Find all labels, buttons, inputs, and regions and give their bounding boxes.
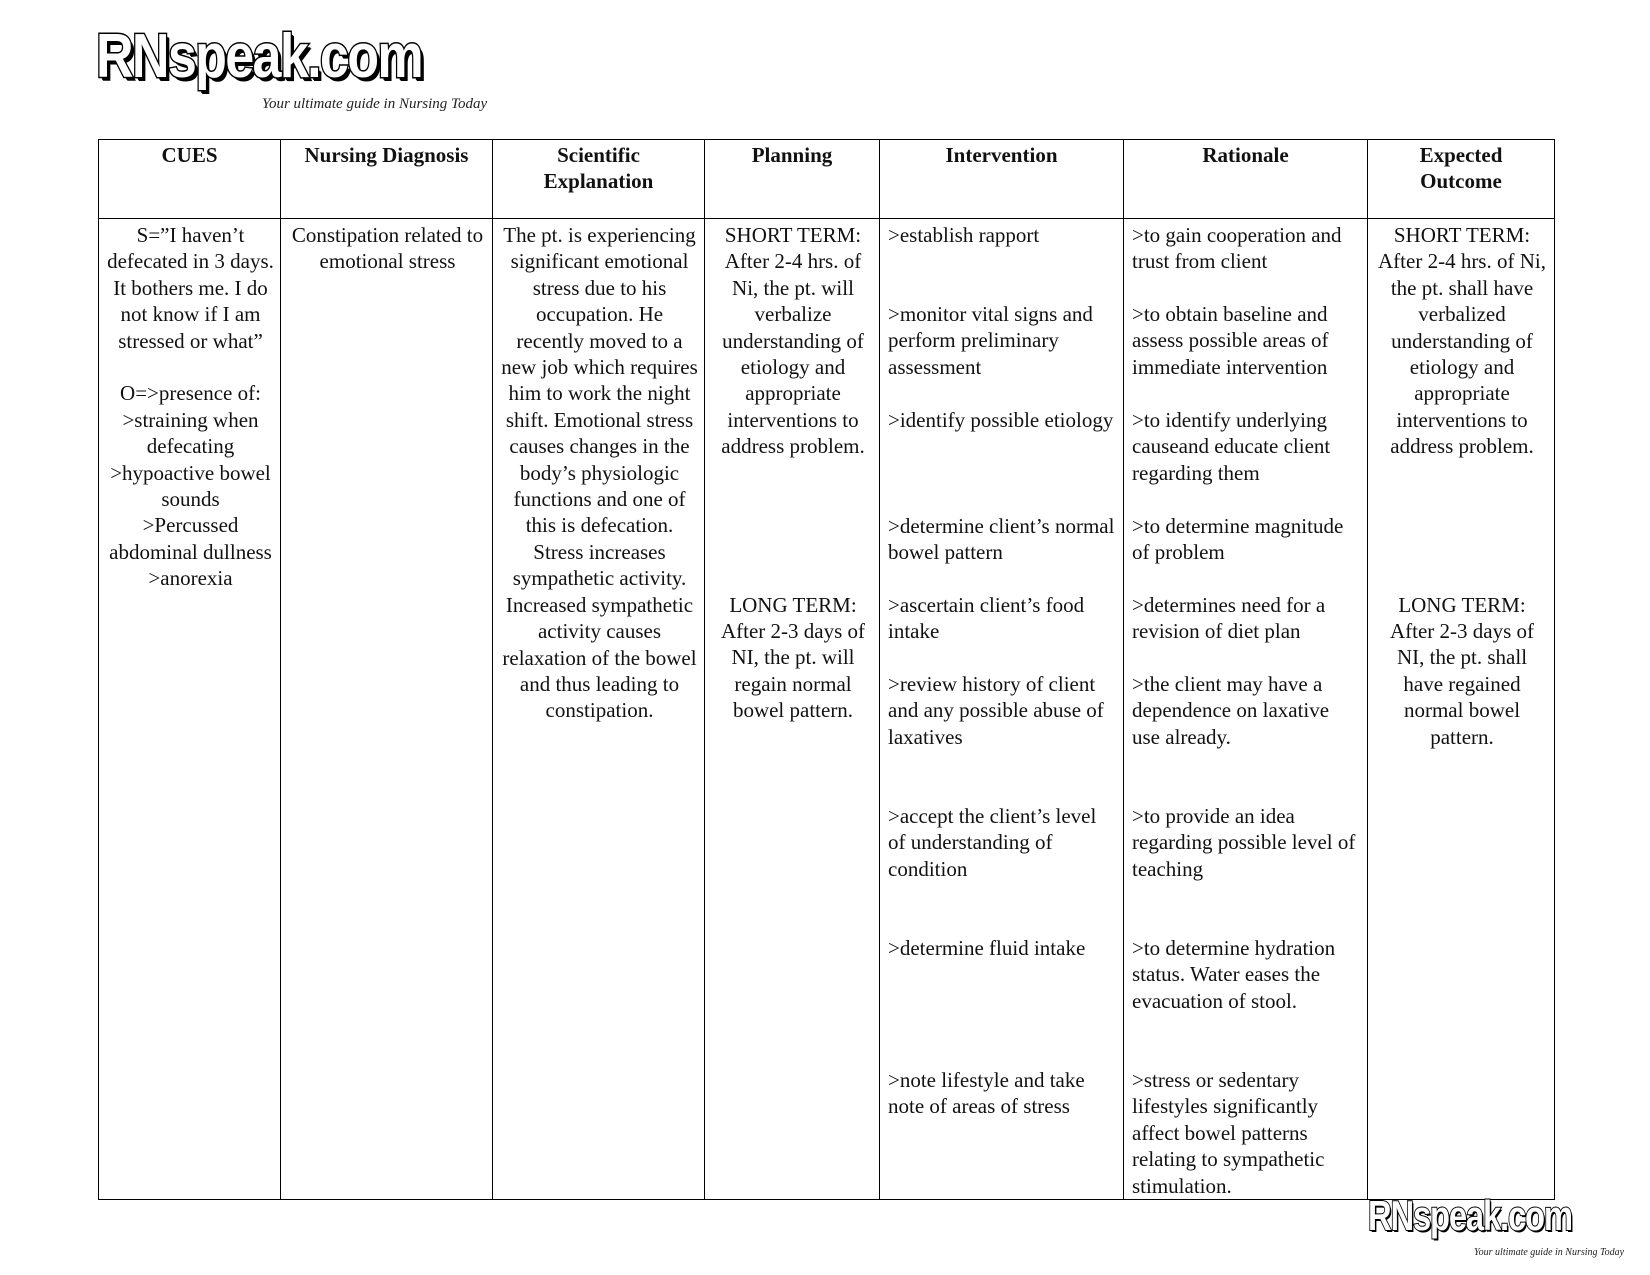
rationale-item: >to identify underlying causeand educate client regarding them xyxy=(1132,408,1331,485)
intervention-cell xyxy=(880,219,1124,1200)
header-rationale: Rationale xyxy=(1124,140,1368,219)
intervention-item: >identify possible etiology xyxy=(888,408,1114,432)
footer-logo xyxy=(1368,1192,1629,1258)
rationale-item: >to determine hydration status. Water eases the evacuation of stool. xyxy=(1132,936,1336,1013)
header-expected-outcome: Expected Outcome xyxy=(1368,140,1555,219)
header-cues: CUES xyxy=(99,140,281,219)
header-nursing-diagnosis: Nursing Diagnosis xyxy=(281,140,493,219)
planning-short-term: SHORT TERM: After 2-4 hrs. of Ni, the pt. will verbalize understanding of etiology and appropriate interventions to address problem. xyxy=(721,223,865,459)
logo-brand-text: RNspeak.com xyxy=(96,22,422,91)
table-header-row xyxy=(99,140,1555,219)
intervention-item: >determine fluid intake xyxy=(888,936,1086,960)
header-scientific-explanation: Scientific Explanation xyxy=(493,140,705,219)
intervention-item: >note lifestyle and take note of areas of stress xyxy=(888,1068,1085,1119)
rationale-item: >determines need for a revision of diet plan xyxy=(1132,593,1326,644)
planning-long-term: LONG TERM: After 2-3 days of NI, the pt. will regain normal bowel pattern. xyxy=(720,592,866,723)
nursing-diagnosis: Constipation related to emotional stress xyxy=(291,223,484,274)
scientific-explanation-cell xyxy=(493,219,705,1200)
table-row xyxy=(99,219,1555,1200)
subjective-cue: S=”I haven’t defecated in 3 days. It bothers me. I do not know if I am stressed or what” xyxy=(107,223,274,353)
outcome-short-term: SHORT TERM: After 2-4 hrs. of Ni, the pt. shall have verbalized understanding of etiology and appropriate interventions to address problem. xyxy=(1378,223,1546,459)
rationale-item: >the client may have a dependence on laxative use already. xyxy=(1132,672,1330,749)
nursing-diagnosis-cell xyxy=(281,219,493,1200)
intervention-item: >ascertain client’s food intake xyxy=(888,593,1085,644)
objective-cues: O=>presence of: >straining when defecating >hypoactive bowel sounds >Percussed abdominal dullness >anorexia xyxy=(109,381,272,591)
intervention-item: >review history of client and any possible abuse of laxatives xyxy=(888,672,1104,749)
intervention-item: >accept the client’s level of understanding of condition xyxy=(888,804,1097,881)
rationale-item: >to gain cooperation and trust from client xyxy=(1132,223,1342,274)
intervention-item: >determine client’s normal bowel pattern xyxy=(888,514,1115,565)
header-logo xyxy=(96,22,488,112)
intervention-item: >monitor vital signs and perform preliminary assessment xyxy=(888,302,1093,379)
rationale-cell xyxy=(1124,219,1368,1200)
outcome-long-term: LONG TERM: After 2-3 days of NI, the pt. shall have regained normal bowel pattern. xyxy=(1389,592,1535,749)
header-planning: Planning xyxy=(705,140,880,219)
footer-logo-tagline: Your ultimate guide in Nursing Today xyxy=(1474,1247,1625,1258)
cues-cell xyxy=(99,219,281,1200)
logo-tagline: Your ultimate guide in Nursing Today xyxy=(262,96,488,112)
expected-outcome-cell xyxy=(1368,219,1555,1200)
scientific-explanation: The pt. is experiencing significant emotional stress due to his occupation. He recently moved to a new job which requires him to work the night shift. Emotional stress causes changes in the body’s physiologic functions and one of this is defecation. Stress increases sympathetic activity. Increased sympathetic activity causes relaxation of the bowel and thus leading to constipation. xyxy=(501,223,698,723)
nursing-care-plan-table xyxy=(98,139,1555,1200)
rationale-item: >to provide an idea regarding possible level of teaching xyxy=(1132,804,1356,881)
planning-cell xyxy=(705,219,880,1200)
rationale-item: >to obtain baseline and assess possible areas of immediate intervention xyxy=(1132,302,1329,379)
header-intervention: Intervention xyxy=(880,140,1124,219)
rationale-item: >to determine magnitude of problem xyxy=(1132,514,1344,565)
rationale-item: >stress or sedentary lifestyles significantly affect bowel patterns relating to sympathetic stimulation. xyxy=(1132,1068,1325,1198)
footer-logo-brand-text: RNspeak.com xyxy=(1368,1192,1572,1239)
intervention-item: >establish rapport xyxy=(888,223,1040,247)
